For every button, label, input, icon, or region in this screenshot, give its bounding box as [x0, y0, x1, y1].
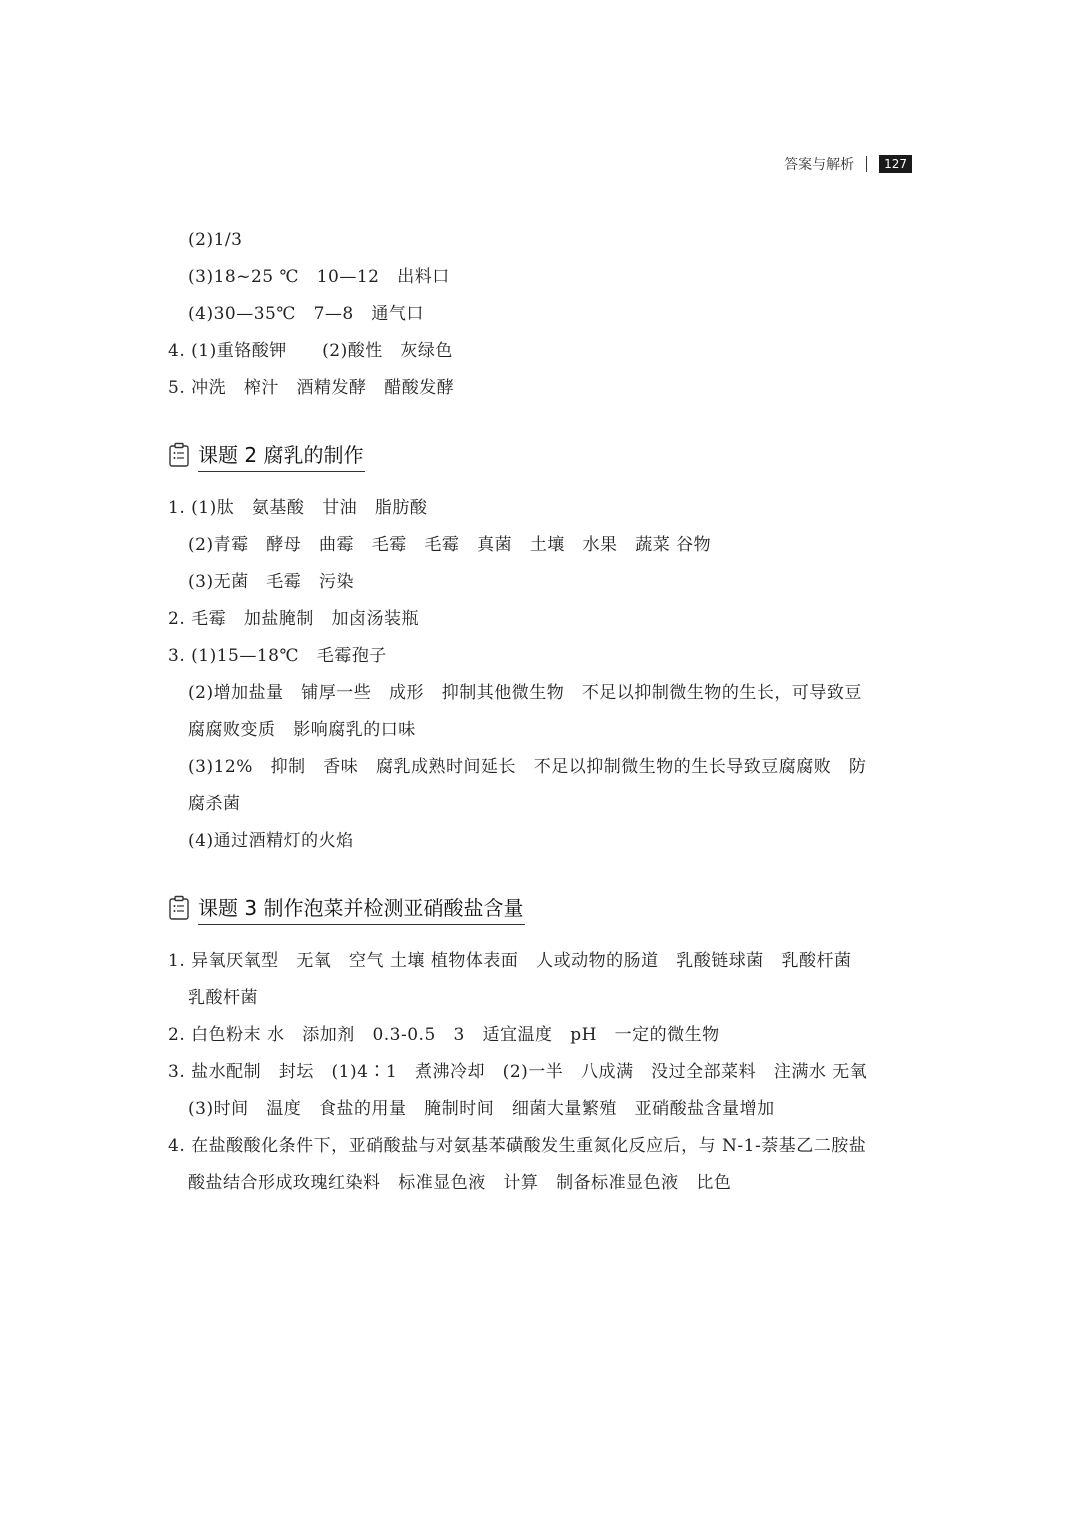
page-header — [784, 153, 912, 175]
answer-line: 腐杀菌 — [188, 794, 241, 814]
answer-line: (3)12% 抑制 香味 腐乳成熟时间延长 不足以抑制微生物的生长导致豆腐腐败 防 — [188, 757, 867, 777]
answer-line: (2)青霉 酵母 曲霉 毛霉 毛霉 真菌 土壤 水果 蔬菜 谷物 — [188, 535, 712, 555]
answer-line: 3. 盐水配制 封坛 (1)4∶1 煮沸冷却 (2)一半 八成满 没过全部菜料 注满水 无氧 — [168, 1062, 868, 1082]
answer-line: 2. 毛霉 加盐腌制 加卤汤装瓶 — [168, 609, 420, 629]
answer-line: 酸盐结合形成玫瑰红染料 标准显色液 计算 制备标准显色液 比色 — [188, 1173, 732, 1193]
answer-line: 1. (1)肽 氨基酸 甘油 脂肪酸 — [168, 498, 428, 518]
header-title: 答案与解析 — [784, 157, 855, 173]
section-title: 课题 3 制作泡菜并检测亚硝酸盐含量 — [198, 892, 525, 925]
clipboard-icon — [168, 442, 190, 468]
answer-line: (3)18~25 ℃ 10—12 出料口 — [188, 267, 450, 287]
answer-line: 5. 冲洗 榨汁 酒精发酵 醋酸发酵 — [168, 378, 455, 398]
page-number: 127 — [879, 155, 912, 173]
answer-line: (4)通过酒精灯的火焰 — [188, 831, 354, 851]
answer-line: (3)无菌 毛霉 污染 — [188, 572, 355, 592]
answer-line: (3)时间 温度 食盐的用量 腌制时间 细菌大量繁殖 亚硝酸盐含量增加 — [188, 1099, 775, 1119]
answer-line: 4. (1)重铬酸钾 (2)酸性 灰绿色 — [168, 341, 453, 361]
answer-line: 4. 在盐酸酸化条件下，亚硝酸盐与对氨基苯磺酸发生重氮化反应后，与 N-1-萘基乙二胺盐 — [168, 1136, 867, 1156]
answer-line: (2)增加盐量 铺厚一些 成形 抑制其他微生物 不足以抑制微生物的生长，可导致豆 — [188, 683, 862, 703]
answer-line: 腐腐败变质 影响腐乳的口味 — [188, 720, 416, 740]
clipboard-icon — [168, 895, 190, 921]
answer-line: 2. 白色粉末 水 添加剂 0.3-0.5 3 适宜温度 pH 一定的微生物 — [168, 1025, 720, 1045]
section-heading — [168, 440, 365, 470]
answer-line: (4)30—35℃ 7—8 通气口 — [188, 304, 424, 324]
section-title: 课题 2 腐乳的制作 — [198, 439, 365, 472]
answer-line: (2)1/3 — [188, 230, 243, 250]
header-divider — [866, 156, 867, 172]
answer-line: 1. 异氧厌氧型 无氧 空气 土壤 植物体表面 人或动物的肠道 乳酸链球菌 乳酸杆菌 — [168, 951, 852, 971]
section-heading — [168, 893, 525, 923]
answer-line: 乳酸杆菌 — [188, 988, 258, 1008]
answer-line: 3. (1)15—18℃ 毛霉孢子 — [168, 646, 387, 666]
